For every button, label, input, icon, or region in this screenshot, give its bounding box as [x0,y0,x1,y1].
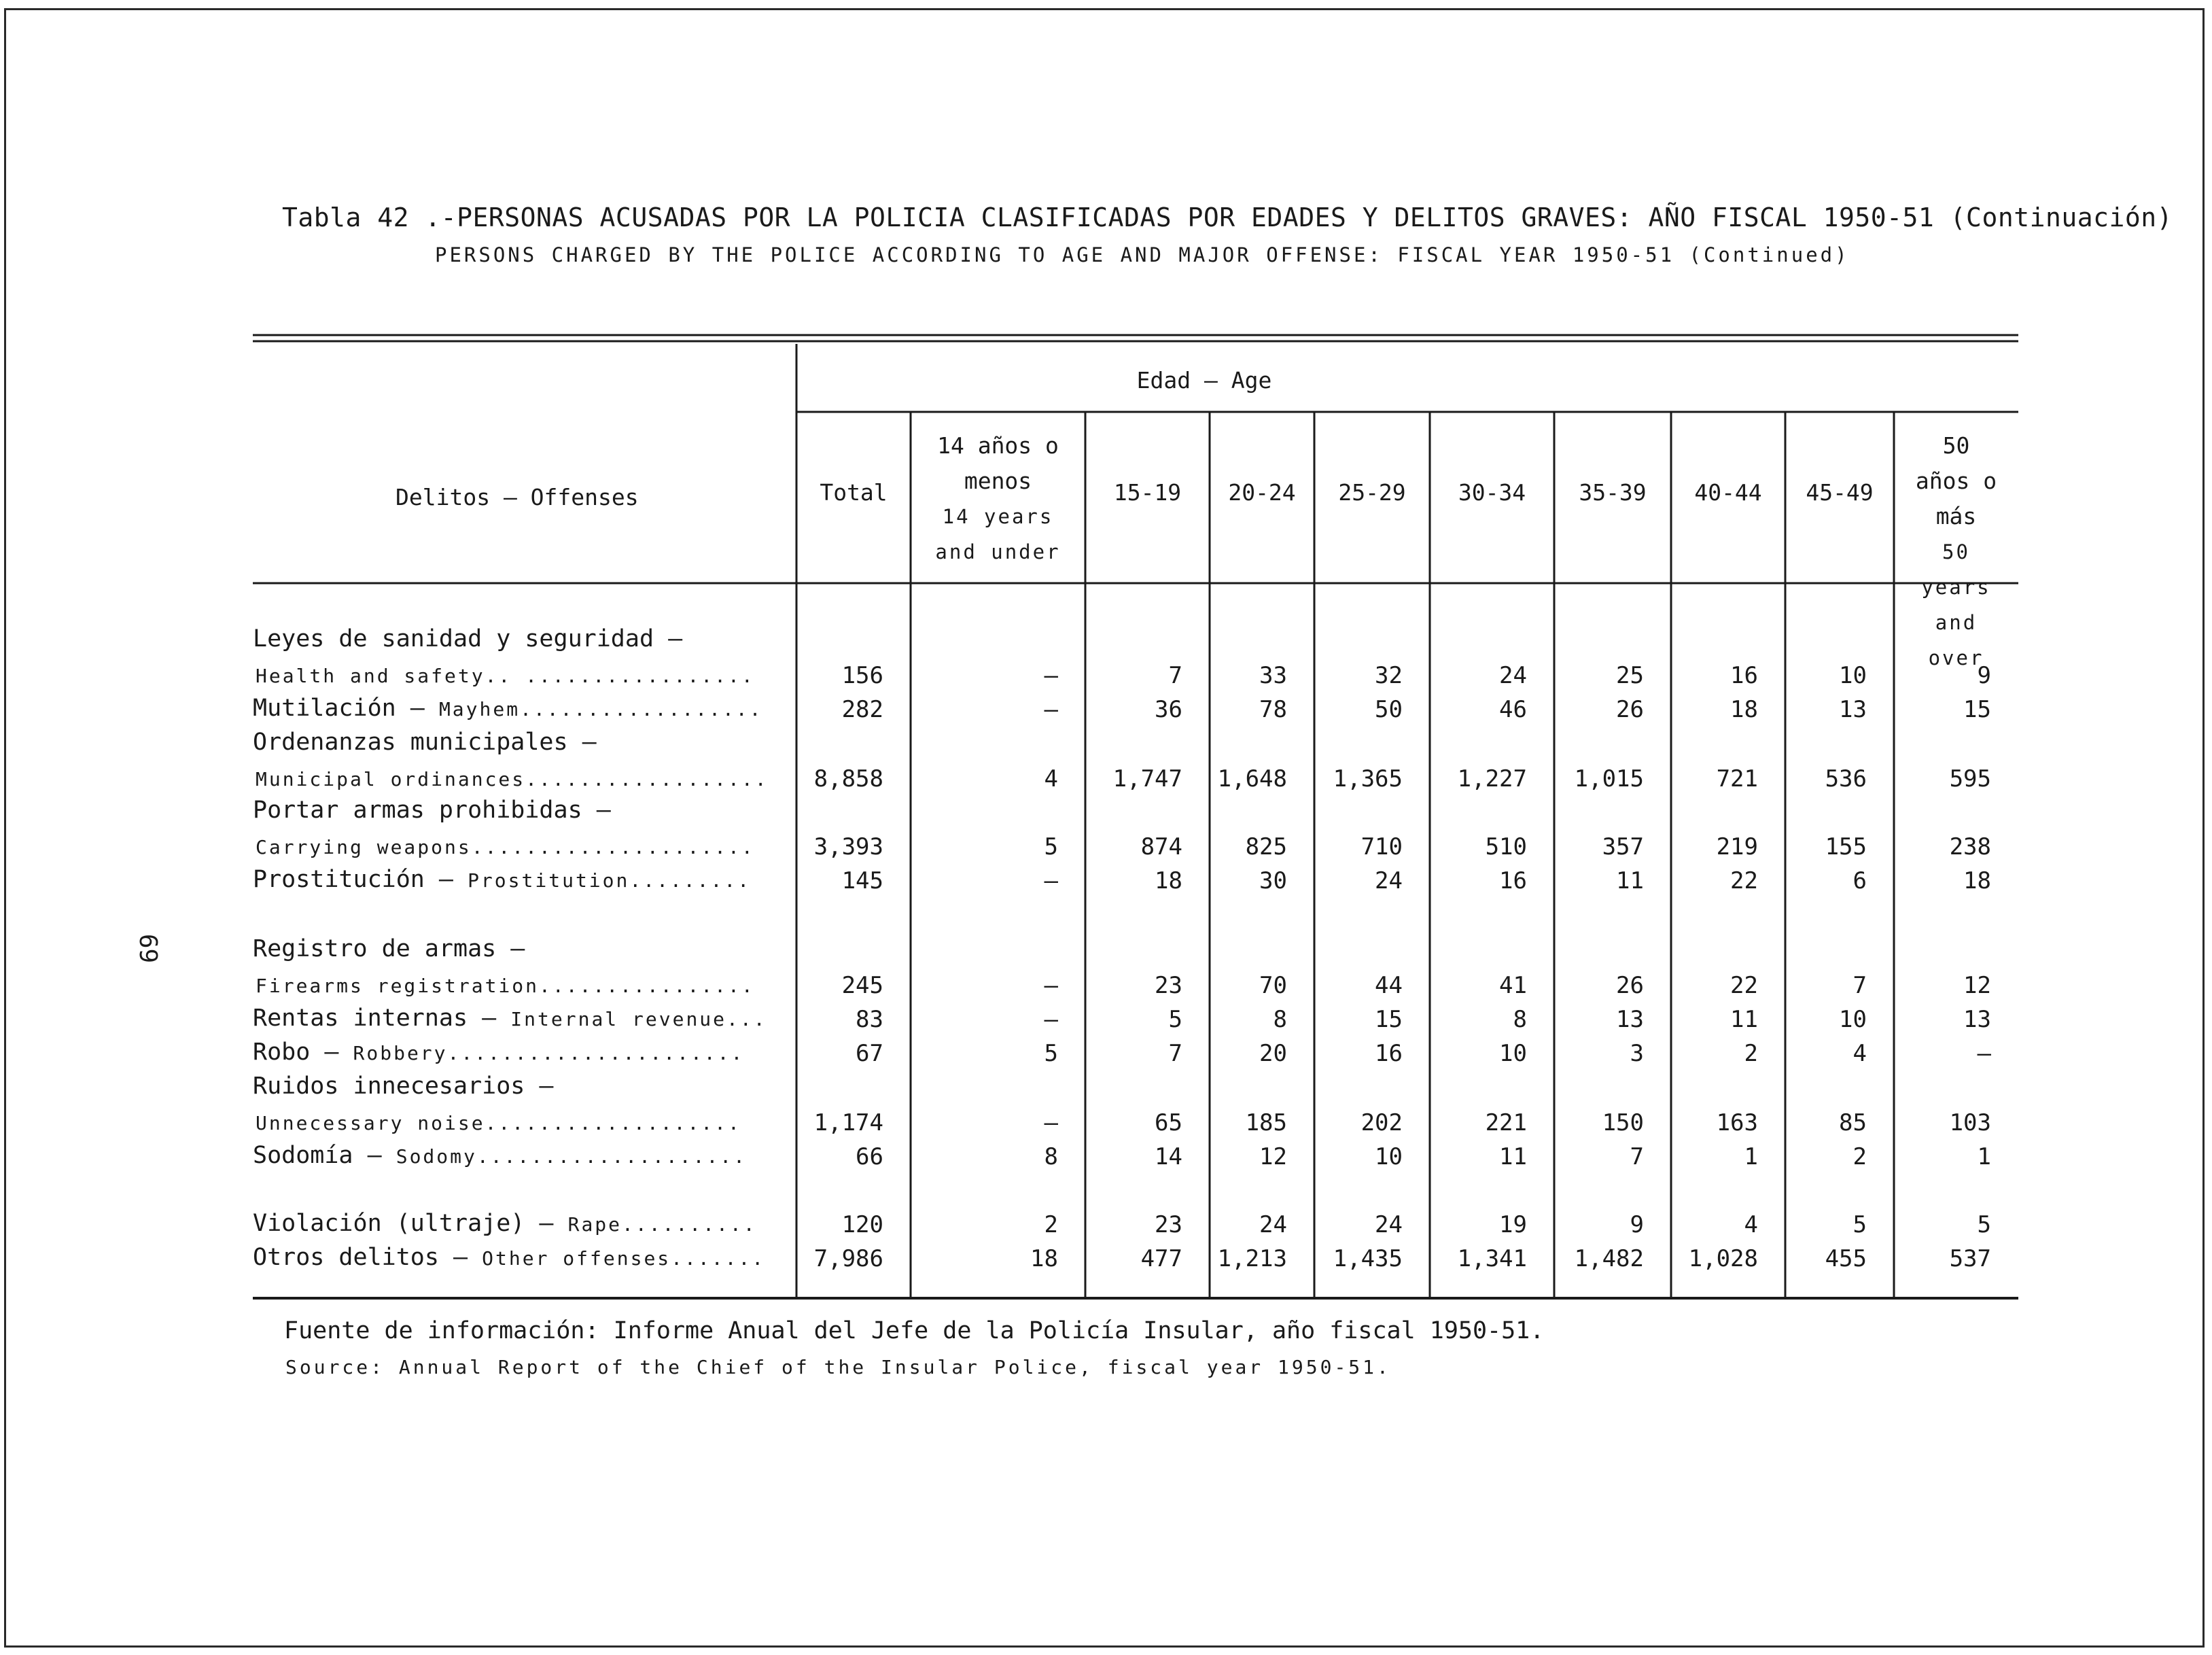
table-cell: 874 [1140,833,1182,860]
column-header-label: 30-34 [1458,479,1526,506]
table-cell: 3,393 [813,833,883,860]
table-cell: 7 [1168,662,1182,689]
table-cell: 16 [1375,1040,1403,1067]
offense-label-english: Prostitution......... [468,869,752,892]
offense-label-english: Health and safety.. ................. [256,665,755,687]
column-header-label: 20-24 [1228,479,1296,506]
table-cell: 1 [1977,1143,1991,1170]
offense-label-spanish: Ruidos innecesarios — [253,1073,554,1100]
table-cell: 22 [1730,867,1758,894]
table-cell: 26 [1616,696,1644,723]
table-cell: — [1044,1006,1058,1033]
table-cell: 1,028 [1688,1245,1758,1272]
table-cell: 36 [1155,696,1182,723]
table-cell: 1,227 [1457,765,1527,792]
table-cell: 11 [1616,867,1644,894]
table-cell: 18 [1963,867,1991,894]
column-header-3 [1085,479,1210,506]
table-cell: 22 [1730,972,1758,999]
table-cell: 78 [1259,696,1287,723]
table-title-spanish: Tabla 42 .-PERSONAS ACUSADAS POR LA POLICIA CLASIFICADAS POR EDADES Y DELITOS GRAVES: AÑO FISCAL 1950-51 (Continuación) [282,203,2173,232]
table-cell: — [1044,1109,1058,1136]
table-cell: 202 [1360,1109,1403,1136]
table-cell: 15 [1963,696,1991,723]
table-cell: 9 [1977,662,1991,689]
column-header-2 [911,428,1085,570]
table-cell: — [1044,662,1058,689]
table-cell: 221 [1485,1109,1527,1136]
table-cell: 4 [1853,1040,1867,1067]
offense-label-spanish: Robo — [253,1039,353,1066]
table-cell: 18 [1730,696,1758,723]
table-cell: 510 [1485,833,1527,860]
table-cell: 24 [1499,662,1527,689]
table-cell: 1,747 [1112,765,1182,792]
offense-label [253,866,751,893]
table-cell: 6 [1853,867,1867,894]
table-cell: 12 [1259,1143,1287,1170]
table-cell: 44 [1375,972,1403,999]
table-cell: 120 [841,1211,883,1238]
offense-label-spanish: Portar armas prohibidas — [253,797,611,824]
table-cell: 46 [1499,696,1527,723]
table-cell: 1,174 [813,1109,883,1136]
source-note-spanish: Fuente de información: Informe Anual del Jefe de la Policía Insular, año fiscal 1950-51. [284,1317,1545,1344]
table-cell: 65 [1155,1109,1182,1136]
table-cell: 710 [1360,833,1403,860]
table-cell: 13 [1839,696,1867,723]
column-header-label: 25-29 [1338,479,1406,506]
table-cell: 4 [1044,765,1058,792]
table-cell: 11 [1730,1006,1758,1033]
table-cell: 455 [1825,1245,1867,1272]
table-cell: — [1044,696,1058,723]
column-header-label: 14 años o menos [937,432,1059,494]
column-header-4 [1210,479,1314,506]
table-cell: 4 [1744,1211,1758,1238]
offense-label-spanish: Sodomía — [253,1142,396,1169]
table-cell: 66 [856,1143,883,1170]
table-cell: 8,858 [813,765,883,792]
table-cell: 156 [841,662,883,689]
table-cell: 721 [1716,765,1758,792]
table-cell: 18 [1030,1245,1058,1272]
table-cell: 24 [1259,1211,1287,1238]
column-header-label: 35-39 [1579,479,1647,506]
offense-label-english: Carrying weapons..................... [256,836,755,858]
table-cell: 145 [841,867,883,894]
table-cell: 2 [1744,1040,1758,1067]
table-cell: 24 [1375,1211,1403,1238]
table-cell: 23 [1155,1211,1182,1238]
table-cell: 1,213 [1217,1245,1287,1272]
column-header-label: 50 años o más [1915,432,1997,529]
offense-label-spanish: Rentas internas — [253,1005,511,1032]
table-cell: 595 [1949,765,1991,792]
column-header-label: 15-19 [1113,479,1182,506]
offense-label [253,1005,767,1032]
table-cell: 5 [1853,1211,1867,1238]
table-cell: 26 [1616,972,1644,999]
offenses-header: Delitos — Offenses [396,484,639,510]
table-cell: 8 [1273,1006,1287,1033]
offense-label [253,1039,744,1066]
column-header-label: 40-44 [1694,479,1762,506]
table-cell: 163 [1716,1109,1758,1136]
table-cell: 150 [1602,1109,1644,1136]
table-cell: 85 [1839,1109,1867,1136]
table-cell: 185 [1245,1109,1287,1136]
table-cell: 70 [1259,972,1287,999]
offense-label-spanish: Mutilación — [253,695,439,722]
offense-label-spanish: Otros delitos — [253,1244,482,1271]
column-header-10 [1894,428,2018,676]
table-cell: 50 [1375,696,1403,723]
table-cell: 477 [1140,1245,1182,1272]
table-cell: 30 [1259,867,1287,894]
table-cell: 103 [1949,1109,1991,1136]
offense-label-spanish: Leyes de sanidad y seguridad — [253,625,683,652]
table-cell: 1,648 [1217,765,1287,792]
table-cell: 238 [1949,833,1991,860]
table-cell: 23 [1155,972,1182,999]
column-header-8 [1671,479,1785,506]
table-cell: 25 [1616,662,1644,689]
table-cell: 33 [1259,662,1287,689]
offense-age-table [253,333,2020,1302]
column-header-1 [796,479,911,506]
offense-label-english: Firearms registration................ [256,975,755,997]
offense-label-spanish: Registro de armas — [253,935,525,962]
table-cell: 67 [856,1040,883,1067]
offense-label [253,1210,757,1237]
column-header-label: Total [820,479,888,506]
table-cell: 3 [1630,1040,1644,1067]
table-cell: 245 [841,972,883,999]
column-header-9 [1785,479,1894,506]
page-number: 69 [134,933,162,964]
table-cell: 155 [1825,833,1867,860]
table-cell: 357 [1602,833,1644,860]
table-cell: 13 [1616,1006,1644,1033]
table-cell: 15 [1375,1006,1403,1033]
table-cell: 219 [1716,833,1758,860]
table-cell: — [1044,972,1058,999]
table-cell: 5 [1044,1040,1058,1067]
table-cell: 1 [1744,1143,1758,1170]
column-header-label: 45-49 [1806,479,1874,506]
offense-label-english: Other offenses....... [482,1247,766,1270]
table-cell: 20 [1259,1040,1287,1067]
offense-label-english: Mayhem.................. [438,698,763,720]
table-cell: 536 [1825,765,1867,792]
table-cell: 12 [1963,972,1991,999]
table-cell: 16 [1499,867,1527,894]
table-title-english: PERSONS CHARGED BY THE POLICE ACCORDING TO AGE AND MAJOR OFFENSE: FISCAL YEAR 1950-51 (Continued) [435,243,1850,266]
table-cell: — [1977,1040,1991,1067]
table-cell: 13 [1963,1006,1991,1033]
table-cell: 2 [1044,1211,1058,1238]
table-cell: 5 [1044,833,1058,860]
table-cell: 14 [1155,1143,1182,1170]
table-cell: 18 [1155,867,1182,894]
table-cell: 7,986 [813,1245,883,1272]
offense-label-english: Robbery...................... [353,1042,745,1064]
table-cell: 8 [1513,1006,1527,1033]
column-header-english: 50 years and over [1921,540,1991,669]
table-cell: 10 [1839,662,1867,689]
table-cell: 10 [1499,1040,1527,1067]
table-cell: 282 [841,696,883,723]
table-cell: 537 [1949,1245,1991,1272]
table-cell: 10 [1839,1006,1867,1033]
offense-label [253,1244,765,1271]
table-cell: 1,341 [1457,1245,1527,1272]
table-cell: 1,482 [1574,1245,1644,1272]
column-header-7 [1554,479,1671,506]
offense-label-spanish: Prostitución — [253,866,468,893]
table-cell: 9 [1630,1211,1644,1238]
table-cell: 7 [1168,1040,1182,1067]
offense-label-english: Municipal ordinances.................. [256,768,769,790]
column-header-english: 14 years and under [935,505,1061,563]
table-cell: 11 [1499,1143,1527,1170]
table-cell: 1,015 [1574,765,1644,792]
table-cell: 16 [1730,662,1758,689]
table-cell: 7 [1853,972,1867,999]
table-cell: 1,365 [1333,765,1403,792]
table-cell: 1,435 [1333,1245,1403,1272]
table-cell: 19 [1499,1211,1527,1238]
offense-label-english: Rape.......... [567,1213,757,1236]
table-cell: 7 [1630,1143,1644,1170]
offense-label [253,1142,747,1169]
table-cell: — [1044,867,1058,894]
table-cell: 8 [1044,1143,1058,1170]
table-cell: 83 [856,1006,883,1033]
table-cell: 24 [1375,867,1403,894]
offense-label-english: Internal revenue... [510,1008,767,1030]
table-cell: 825 [1245,833,1287,860]
column-header-6 [1430,479,1554,506]
column-header-5 [1314,479,1430,506]
table-cell: 10 [1375,1143,1403,1170]
table-cell: 5 [1168,1006,1182,1033]
source-note-english: Source: Annual Report of the Chief of the Insular Police, fiscal year 1950-51. [285,1356,1391,1378]
age-group-header: Edad — Age [1136,367,1272,394]
offense-label-english: Unnecessary noise................... [256,1112,741,1134]
table-cell: 41 [1499,972,1527,999]
offense-label-spanish: Ordenanzas municipales — [253,729,597,756]
offense-label-spanish: Violación (ultraje) — [253,1210,568,1237]
table-cell: 2 [1853,1143,1867,1170]
table-cell: 5 [1977,1211,1991,1238]
table-cell: 32 [1375,662,1403,689]
offense-label [253,695,763,722]
offense-label-english: Sodomy.................... [396,1145,748,1168]
